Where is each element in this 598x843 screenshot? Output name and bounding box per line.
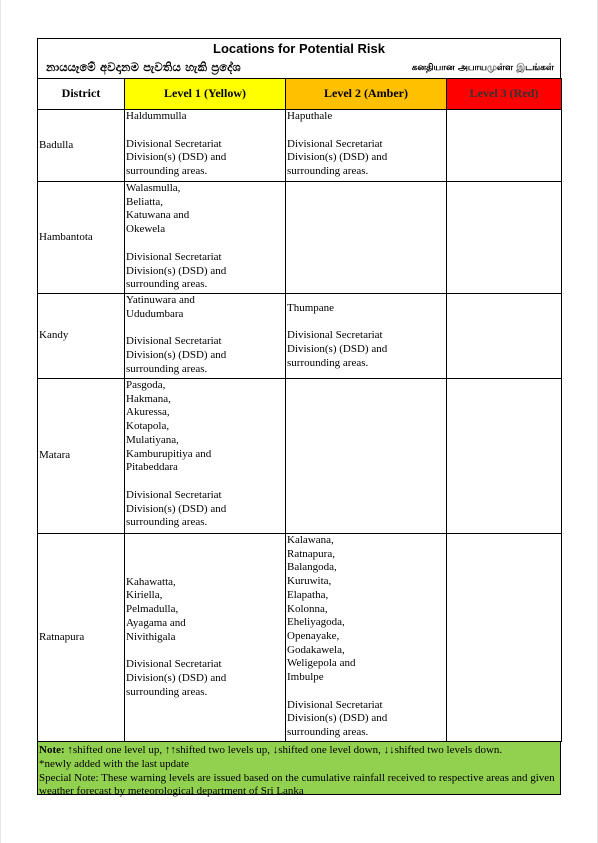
note-box (37, 742, 561, 798)
table-row (38, 534, 562, 742)
location-list: Thumpane (287, 301, 335, 314)
level3-cell (447, 182, 562, 294)
level2-cell (286, 379, 447, 534)
dsd-note: Divisional Secretariat Division(s) (DSD) and surrounding areas. (287, 137, 388, 178)
location-list: Pasgoda, Hakmana, Akuressa, Kotapola, Mulatiyana, Kamburupitiya and Pitabeddara (126, 379, 212, 474)
column-header-level3: Level 3 (Red) (447, 79, 562, 110)
level2-cell (286, 534, 447, 742)
level2-cell (286, 294, 447, 379)
level1-cell (125, 294, 286, 379)
column-header-level2: Level 2 (Amber) (286, 79, 447, 110)
dsd-note: Divisional Secretariat Division(s) (DSD) and surrounding areas. (126, 250, 227, 291)
title-box (37, 38, 561, 78)
location-list: Kalawana, Ratnapura, Balangoda, Kuruwita, Elapatha, Kolonna, Eheliyagoda, Openayake, Godakawela, Weligepola and Imbulpe (287, 534, 356, 684)
level3-cell (447, 379, 562, 534)
table-row (38, 294, 562, 379)
location-list: Haldummulla (126, 110, 187, 122)
dsd-note: Divisional Secretariat Division(s) (DSD) and surrounding areas. (126, 335, 227, 375)
level1-cell (125, 182, 286, 294)
sinhala-subtitle: නායයෑමේ අවදානම පැවතිය හැකි ප්‍රදේශ (46, 60, 241, 74)
location-list: Yatinuwara and Ududumbara (126, 294, 195, 320)
location-list: Haputhale (287, 110, 333, 122)
level3-cell (447, 534, 562, 742)
level1-cell (125, 110, 286, 182)
district-cell: Ratnapura (38, 534, 125, 742)
district-cell: Kandy (38, 294, 125, 379)
risk-table-sheet (37, 38, 561, 798)
level3-cell (447, 110, 562, 182)
level3-cell (447, 294, 562, 379)
table-header-row (38, 79, 562, 110)
table-row (38, 379, 562, 534)
district-cell: Hambantota (38, 182, 125, 294)
note-legend (39, 744, 559, 758)
level2-cell (286, 110, 447, 182)
district-cell: Badulla (38, 110, 125, 182)
level2-cell (286, 182, 447, 294)
column-header-district: District (38, 79, 125, 110)
level1-cell (125, 379, 286, 534)
district-cell: Matara (38, 379, 125, 534)
location-list: Walasmulla, Beliatta, Katuwana and Okewela (126, 182, 190, 236)
note-label: Note: (39, 744, 65, 756)
column-header-level1: Level 1 (Yellow) (125, 79, 286, 110)
special-note: Special Note: These warning levels are issued based on the cumulative rainfall received to respective areas and given weather forecast by meteorological department of Sri Lanka (39, 771, 555, 798)
dsd-note: Divisional Secretariat Division(s) (DSD) and surrounding areas. (287, 698, 388, 739)
note-new: *newly added with the last update (39, 757, 189, 770)
dsd-note: Divisional Secretariat Division(s) (DSD) and surrounding areas. (126, 488, 227, 529)
note-legend-text: ↑shifted one level up, ↑↑shifted two levels up, ↓shifted one level down, ↓↓shifted two levels down. (64, 744, 503, 756)
dsd-note: Divisional Secretariat Division(s) (DSD) and surrounding areas. (287, 329, 388, 369)
page-title: Locations for Potential Risk (213, 41, 385, 56)
table-row (38, 182, 562, 294)
table-row (38, 110, 562, 182)
location-list: Kahawatta, Kiriella, Pelmadulla, Ayagama and Nivithigala (126, 575, 186, 643)
risk-table (37, 78, 562, 742)
tamil-subtitle: கனதியான அபாயமுள்ள இடங்கள் (411, 63, 554, 73)
level1-cell (125, 534, 286, 742)
dsd-note: Divisional Secretariat Division(s) (DSD) and surrounding areas. (126, 137, 227, 178)
dsd-note: Divisional Secretariat Division(s) (DSD) and surrounding areas. (126, 658, 227, 698)
